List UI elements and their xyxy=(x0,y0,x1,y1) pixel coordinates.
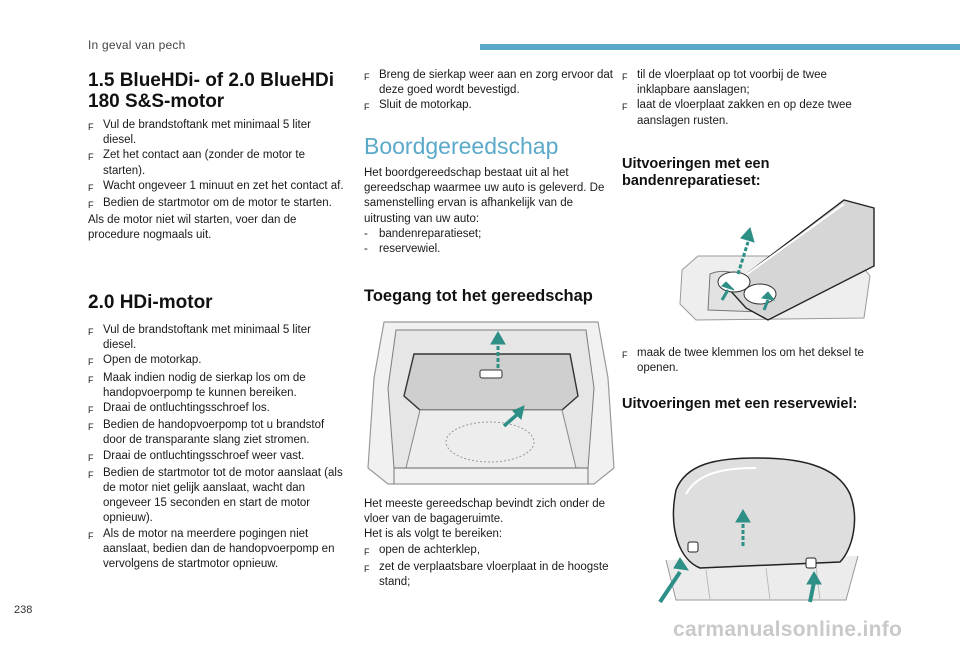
trunk-illustration xyxy=(364,318,618,486)
list-item: - reservewiel. xyxy=(364,243,441,256)
bullet-icon: F xyxy=(364,546,370,557)
steps-bluehdi xyxy=(88,118,344,244)
bullet-icon: F xyxy=(622,72,628,82)
step-item: F Bedien de startmotor om de motor te starten. xyxy=(88,196,344,213)
bullet-icon: F xyxy=(88,452,94,463)
bullet-icon: F xyxy=(622,350,628,360)
step-item: F Bedien de handopvoerpomp tot u brandstof door de transparante slang ziet stromen. xyxy=(88,418,344,448)
bullet-icon: F xyxy=(622,102,628,113)
step-item: F Maak indien nodig de sierkap los om de handopvoerpomp te kunnen bereiken. xyxy=(88,371,344,401)
bullet-icon: F xyxy=(88,405,94,416)
page-number: 238 xyxy=(14,604,33,616)
title-spare-wheel: Uitvoeringen met een reservewiel: xyxy=(622,396,858,412)
access-block xyxy=(364,497,618,590)
step-item: F laat de vloerplaat zakken en op deze twee aanslagen rusten. xyxy=(622,98,880,128)
title-boordgereedschap: Boordgereedschap xyxy=(364,133,559,159)
retry-note: Als de motor niet wil starten, voer dan de procedure nogmaals uit. xyxy=(88,214,297,242)
step-item: F Zet het contact aan (zonder de motor te starten). xyxy=(88,148,344,178)
steps-floor xyxy=(622,68,880,129)
title-bluehdi: 1.5 BlueHDi- of 2.0 BlueHDi 180 S&S-motor xyxy=(88,70,334,112)
step-item: F Bedien de startmotor tot de motor aanslaat (als de motor niet gelijk aanslaat, wacht dan ongeveer 15 seconden en start de motor opnieuw). xyxy=(88,466,344,527)
list-item: - bandenreparatieset; xyxy=(364,227,482,240)
bullet-icon: F xyxy=(88,152,94,163)
bullet-icon: F xyxy=(88,357,94,368)
access-text: Het meeste gereedschap bevindt zich onder de vloer van de bagageruimte. Het is als volgt te bereiken: xyxy=(364,498,606,541)
step-item: F Vul de brandstoftank met minimaal 5 liter diesel. xyxy=(88,323,344,353)
step-item: F Vul de brandstoftank met minimaal 5 liter diesel. xyxy=(88,118,344,148)
steps-repair-kit xyxy=(622,346,880,376)
step-item: F Draai de ontluchtingsschroef los. xyxy=(88,401,344,418)
title-hdi: 2.0 HDi-motor xyxy=(88,292,213,313)
header-accent-bar xyxy=(480,44,960,50)
bullet-icon: F xyxy=(88,530,94,541)
step-item: F Sluit de motorkap. xyxy=(364,98,618,115)
steps-hdi xyxy=(88,323,344,572)
tools-intro-block xyxy=(364,166,614,257)
bullet-icon: F xyxy=(88,200,94,211)
step-item: F Als de motor na meerdere pogingen niet aanslaat, bedien dan de handopvoerpomp en vervolgens de startmotor opnieuw. xyxy=(88,527,344,573)
step-item: F Wacht ongeveer 1 minuut en zet het contact af. xyxy=(88,179,344,196)
step-item: F open de achterklep, xyxy=(364,543,618,560)
step-item: F Draai de ontluchtingsschroef weer vast. xyxy=(88,449,344,466)
step-item: F zet de verplaatsbare vloerplaat in de hoogste stand; xyxy=(364,560,618,590)
steps-cover xyxy=(364,68,618,116)
section-header: In geval van pech xyxy=(88,38,186,52)
bullet-icon: F xyxy=(88,374,94,385)
bullet-icon: F xyxy=(364,102,370,113)
bullet-icon: F xyxy=(88,182,94,193)
bullet-icon: F xyxy=(88,469,94,480)
bullet-icon: F xyxy=(364,563,370,574)
spare-wheel-illustration xyxy=(646,450,866,604)
watermark: carmanualsonline.info xyxy=(673,618,903,641)
step-item: F maak de twee klemmen los om het deksel te openen. xyxy=(622,346,880,376)
title-repair-kit: Uitvoeringen met een bandenreparatieset: xyxy=(622,156,770,189)
title-toegang: Toegang tot het gereedschap xyxy=(364,287,593,305)
bullet-icon: F xyxy=(88,122,94,132)
step-item: F til de vloerplaat op tot voorbij de twee inklapbare aanslagen; xyxy=(622,68,880,98)
bullet-icon: F xyxy=(88,327,94,337)
step-item: F Open de motorkap. xyxy=(88,353,344,370)
repair-kit-illustration xyxy=(668,196,878,330)
step-item: F Breng de sierkap weer aan en zorg ervoor dat deze goed wordt bevestigd. xyxy=(364,68,618,98)
bullet-icon: F xyxy=(364,72,370,82)
bullet-icon: F xyxy=(88,422,94,433)
tools-intro: Het boordgereedschap bestaat uit al het gereedschap waarmee uw auto is geleverd. De samenstelling ervan is afhankelijk van de uitrusting van uw auto: xyxy=(364,167,605,225)
